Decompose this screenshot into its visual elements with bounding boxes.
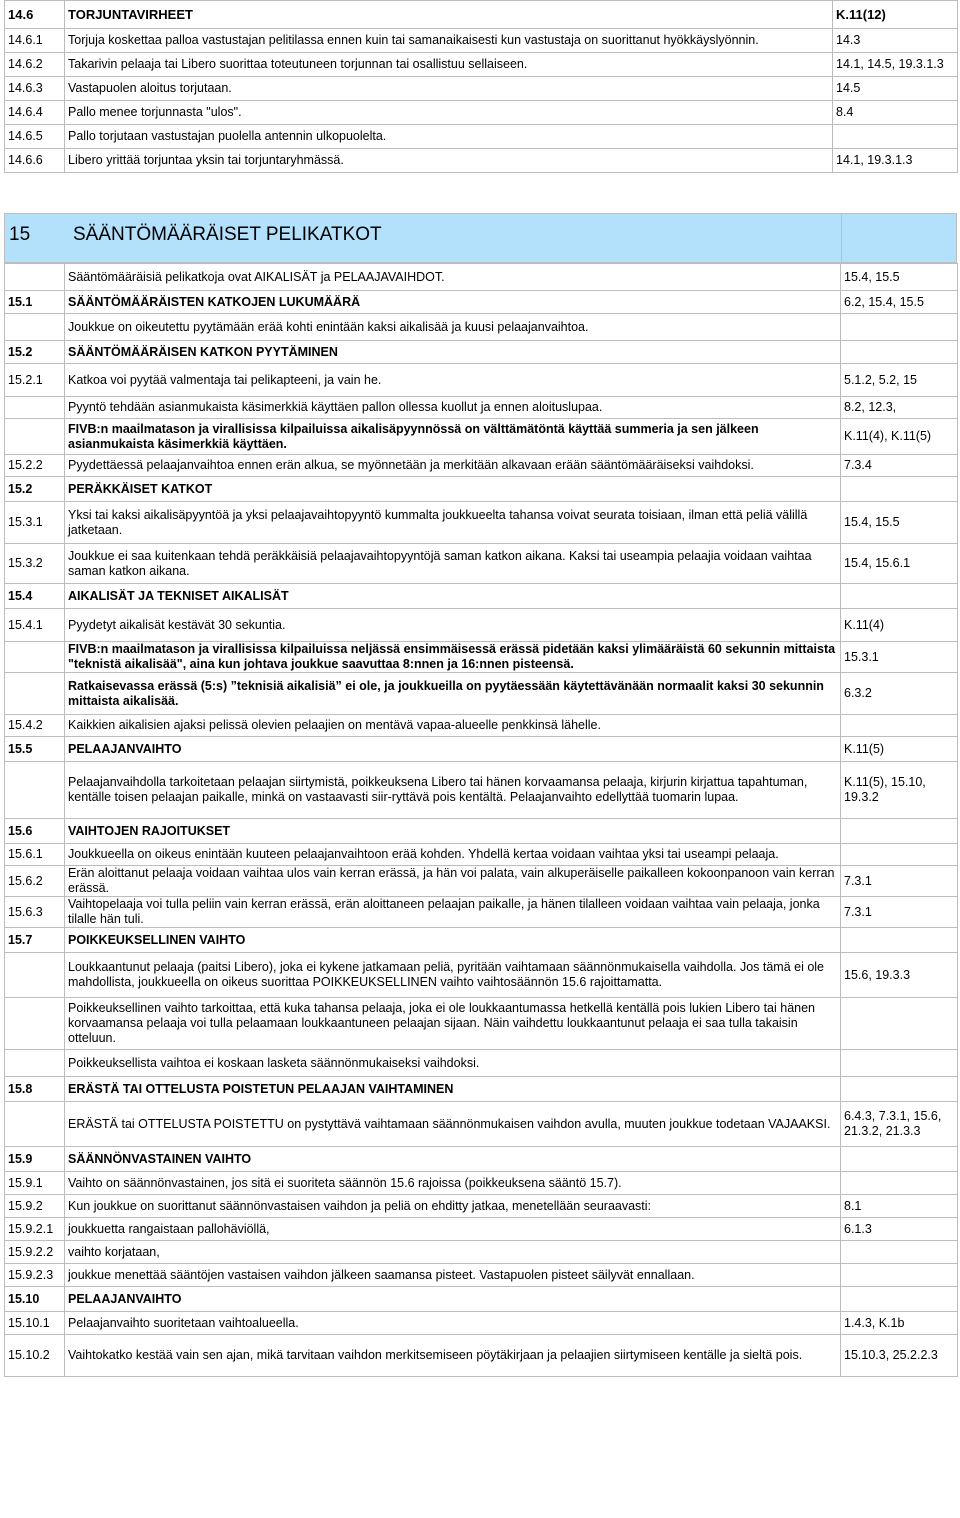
row-reference: K.11(12) [833,1,958,29]
row-number: 15.10.2 [5,1335,65,1377]
row-number [5,264,65,291]
rules-table-body [5,264,958,1377]
row-reference: K.11(5) [841,737,958,762]
row-number: 15.3.1 [5,502,65,544]
row-reference: 1.4.3, K.1b [841,1312,958,1335]
row-number: 15.10 [5,1287,65,1312]
row-number: 14.6.3 [5,77,65,101]
row-text: SÄÄNNÖNVASTAINEN VAIHTO [65,1147,841,1172]
row-reference: 6.1.3 [841,1218,958,1241]
rule-row [5,1218,958,1241]
row-text: Katkoa voi pyytää valmentaja tai pelikapteeni, ja vain he. [65,364,841,397]
row-reference: 5.1.2, 5.2, 15 [841,364,958,397]
row-reference: 15.4, 15.5 [841,502,958,544]
row-text: Takarivin pelaaja tai Libero suorittaa toteutuneen torjunnan tai osallistuu sellaiseen. [65,53,833,77]
section-heading-row [5,737,958,762]
row-text: Kun joukkue on suorittanut säännönvastaisen vaihdon ja peliä on ehditty jatkaa, menetellään seuraavasti: [65,1195,841,1218]
row-number: 15.8 [5,1077,65,1102]
section-title: SÄÄNTÖMÄÄRÄISET PELIKATKOT [73,224,382,245]
row-text: POIKKEUKSELLINEN VAIHTO [65,928,841,953]
row-text: Erän aloittanut pelaaja voidaan vaihtaa ulos vain kerran erässä, ja hän voi palata, vain alkuperäiselle paikalleen kokoonpanoon vain kerran erässä. [65,866,841,897]
row-number: 15.9.2.2 [5,1241,65,1264]
row-reference: 15.3.1 [841,642,958,673]
row-reference: 15.4, 15.6.1 [841,544,958,584]
row-number: 15.9.2.1 [5,1218,65,1241]
row-text: Vaihtokatko kestää vain sen ajan, mikä tarvitaan vaihdon merkitsemiseen pöytäkirjaan ja pelaajien siirtymiseen kentälle ja sieltä pois. [65,1335,841,1377]
row-number: 15.6 [5,819,65,844]
row-number: 15.3.2 [5,544,65,584]
rule-row [5,314,958,341]
row-text: Vaihto on säännönvastainen, jos sitä ei suoriteta säännön 15.6 rajoissa (poikkeuksena sääntö 15.7). [65,1172,841,1195]
row-text: Poikkeuksellinen vaihto tarkoittaa, että kuka tahansa pelaaja, joka ei ole loukkaantumassa hetkellä kentällä pois lukien Libero tai hänen korvaamansa pelaaja voi tulla pelaamaan loukkaantuneen pelaajan sijaan. Näin vaihdettu loukkaantunut pelaaja ei saa tulla takaisin otteluun. [65,998,841,1050]
rule-row [5,1241,958,1264]
row-reference [841,1050,958,1077]
row-number: 14.6.1 [5,29,65,53]
row-number [5,953,65,998]
rule-row [5,953,958,998]
row-text: AIKALISÄT JA TEKNISET AIKALISÄT [65,584,841,609]
row-text: Libero yrittää torjuntaa yksin tai torjuntaryhmässä. [65,149,833,173]
row-number: 15.2.2 [5,455,65,477]
rule-row [5,1264,958,1287]
row-text: Vaihtopelaaja voi tulla peliin vain kerran erässä, erän aloittaneen pelaajan paikalle, ja hänen tilalleen voidaan vaihtaa vain pelaaja, jonka tilalle hän tuli. [65,897,841,928]
row-text: Torjuja koskettaa palloa vastustajan pelitilassa ennen kuin tai samanaikaisesti kun vastustaja on suorittanut hyökkäyslyönnin. [65,29,833,53]
rules-table-15 [4,263,958,1377]
row-reference [841,1077,958,1102]
row-reference: 14.3 [833,29,958,53]
row-number [5,762,65,819]
row-text: SÄÄNTÖMÄÄRÄISEN KATKON PYYTÄMINEN [65,341,841,364]
row-number [5,419,65,455]
row-number: 15.5 [5,737,65,762]
row-number: 14.6.6 [5,149,65,173]
rule-row [5,1335,958,1377]
row-reference: 7.3.1 [841,866,958,897]
row-reference: 7.3.1 [841,897,958,928]
row-reference [833,125,958,149]
rule-row [5,397,958,419]
row-reference [841,819,958,844]
rule-row [5,53,958,77]
section-heading-row [5,642,958,673]
rule-row [5,866,958,897]
row-reference: K.11(4), K.11(5) [841,419,958,455]
row-number: 15.7 [5,928,65,953]
row-reference [841,715,958,737]
row-reference [841,928,958,953]
row-number: 15.2 [5,477,65,502]
rule-row [5,149,958,173]
row-reference [841,314,958,341]
row-number [5,1102,65,1147]
row-text: Yksi tai kaksi aikalisäpyyntöä ja yksi pelaajavaihtopyyntö kummalta joukkueelta tahansa voivat seurata toisiaan, ilman että peliä välillä jatketaan. [65,502,841,544]
row-reference [841,1287,958,1312]
row-number: 15.2 [5,341,65,364]
rules-table-14 [4,0,958,173]
row-number: 15.9.2 [5,1195,65,1218]
section-heading-row [5,477,958,502]
rule-row [5,101,958,125]
section-heading-row [5,1287,958,1312]
row-reference: 8.1 [841,1195,958,1218]
row-reference: 14.1, 19.3.1.3 [833,149,958,173]
section-heading-row [5,819,958,844]
rule-row [5,609,958,642]
row-number: 15.4.2 [5,715,65,737]
row-number [5,314,65,341]
row-text: Sääntömääräisiä pelikatkoja ovat AIKALISÄT ja PELAAJAVAIHDOT. [65,264,841,291]
row-reference: 6.4.3, 7.3.1, 15.6, 21.3.2, 21.3.3 [841,1102,958,1147]
row-reference [841,341,958,364]
section-heading-row [5,1077,958,1102]
rule-row [5,1312,958,1335]
row-number: 14.6.4 [5,101,65,125]
rule-row [5,897,958,928]
rule-row [5,544,958,584]
rule-row [5,77,958,101]
row-text: Pallo menee torjunnasta "ulos". [65,101,833,125]
row-reference: 14.1, 14.5, 19.3.1.3 [833,53,958,77]
row-number: 15.6.1 [5,844,65,866]
row-text: PERÄKKÄISET KATKOT [65,477,841,502]
row-text: PELAAJANVAIHTO [65,737,841,762]
row-text: joukkue menettää sääntöjen vastaisen vaihdon jälkeen saamansa pisteet. Vastapuolen pisteet säilyvät ennallaan. [65,1264,841,1287]
row-reference: 15.4, 15.5 [841,264,958,291]
section-heading-row [5,291,958,314]
rule-row [5,29,958,53]
row-reference [841,1172,958,1195]
rule-row [5,502,958,544]
section-heading-row [5,928,958,953]
row-reference [841,844,958,866]
rule-row [5,364,958,397]
row-text: Pallo torjutaan vastustajan puolella antennin ulkopuolelta. [65,125,833,149]
row-text: FIVB:n maailmatason ja virallisissa kilpailuissa neljässä ensimmäisessä erässä pidetään kaksi ylimääräistä 60 sekunnin mittaista "teknistä aikalisää", aina kun johtava joukkue saavuttaa 8:nnen ja 16:nnen pisteensä. [65,642,841,673]
column-divider [841,214,842,262]
section-number: 15 [9,224,31,245]
row-text: FIVB:n maailmatason ja virallisissa kilpailuissa aikalisäpyynnössä on välttämätöntä käyttää summeria ja sen jälkeen asianmukaista käsimerkkiä käyttäen. [65,419,841,455]
row-number: 14.6 [5,1,65,29]
row-number: 15.9.2.3 [5,1264,65,1287]
row-number: 15.1 [5,291,65,314]
row-text: PELAAJANVAIHTO [65,1287,841,1312]
row-number: 15.9.1 [5,1172,65,1195]
row-number: 15.4 [5,584,65,609]
row-text: TORJUNTAVIRHEET [65,1,833,29]
row-reference [841,1264,958,1287]
row-reference [841,1147,958,1172]
rule-row [5,844,958,866]
row-reference: 15.10.3, 25.2.2.3 [841,1335,958,1377]
row-text: Kaikkien aikalisien ajaksi pelissä olevien pelaajien on mentävä vapaa-alueelle penkkinsä lähelle. [65,715,841,737]
row-text: Pyyntö tehdään asianmukaista käsimerkkiä käyttäen pallon ollessa kuollut ja ennen aloituslupaa. [65,397,841,419]
row-text: Joukkue ei saa kuitenkaan tehdä peräkkäisiä pelaajavaihtopyyntöjä saman katkon aikana. Kaksi tai useampia pelaajia voidaan vaihtaa saman katkon aikana. [65,544,841,584]
row-reference: 8.4 [833,101,958,125]
row-text: VAIHTOJEN RAJOITUKSET [65,819,841,844]
section-heading-row [5,341,958,364]
row-text: ERÄSTÄ tai OTTELUSTA POISTETTU on pystyttävä vaihtamaan säännönmukaisen vaihdon avulla, muuten joukkue todetaan VAJAAKSI. [65,1102,841,1147]
row-text: joukkuetta rangaistaan pallohäviöllä, [65,1218,841,1241]
row-number: 15.4.1 [5,609,65,642]
row-number: 15.9 [5,1147,65,1172]
row-number: 15.10.1 [5,1312,65,1335]
row-text: Joukkueella on oikeus enintään kuuteen pelaajanvaihtoon erää kohden. Yhdellä kertaa voidaan vaihtaa yksi tai useampi pelaaja. [65,844,841,866]
row-reference [841,477,958,502]
row-reference: 6.2, 15.4, 15.5 [841,291,958,314]
row-text: Joukkue on oikeutettu pyytämään erää kohti enintään kaksi aikalisää ja kuusi pelaajanvaihtoa. [65,314,841,341]
row-reference: K.11(5), 15.10, 19.3.2 [841,762,958,819]
row-reference: 8.2, 12.3, [841,397,958,419]
row-text: Vastapuolen aloitus torjutaan. [65,77,833,101]
row-reference: 7.3.4 [841,455,958,477]
rule-row [5,455,958,477]
row-reference: 14.5 [833,77,958,101]
row-number [5,642,65,673]
row-text: Pelaajanvaihdolla tarkoitetaan pelaajan siirtymistä, poikkeuksena Libero tai hänen korvaamansa pelaaja, kirjurin kirjattua tapahtuman, kentälle toisen pelaajan paikalle, minkä on vastaavasti siir-ryttävä pois kentältä. Pelaajanvaihto edellyttää tuomarin lupaa. [65,762,841,819]
rule-row [5,1172,958,1195]
row-number: 15.6.2 [5,866,65,897]
row-reference: 6.3.2 [841,673,958,715]
row-reference [841,1241,958,1264]
rule-row [5,998,958,1050]
row-reference: 15.6, 19.3.3 [841,953,958,998]
section-heading-row [5,1147,958,1172]
rule-row [5,715,958,737]
row-text: Poikkeuksellista vaihtoa ei koskaan lasketa säännönmukaiseksi vaihdoksi. [65,1050,841,1077]
row-number: 15.6.3 [5,897,65,928]
row-text: Pelaajanvaihto suoritetaan vaihtoalueella. [65,1312,841,1335]
section-heading-row [5,419,958,455]
row-number [5,1050,65,1077]
row-number: 15.2.1 [5,364,65,397]
rule-row [5,264,958,291]
rule-row [5,125,958,149]
rule-row [5,1195,958,1218]
section-15-banner [4,213,957,263]
row-reference: K.11(4) [841,609,958,642]
rule-row [5,1102,958,1147]
row-number [5,397,65,419]
row-reference [841,998,958,1050]
section-heading-row [5,584,958,609]
row-text: Loukkaantunut pelaaja (paitsi Libero), joka ei kykene jatkamaan peliä, pyritään vaihtamaan säännönmukaisella vaihdolla. Jos tämä ei ole mahdollista, joukkueella on oikeus suorittaa POIKKEUKSELLINEN vaihto vaihtosäännön 15.6 rajoittamatta. [65,953,841,998]
row-text: SÄÄNTÖMÄÄRÄISTEN KATKOJEN LUKUMÄÄRÄ [65,291,841,314]
row-text: ERÄSTÄ TAI OTTELUSTA POISTETUN PELAAJAN VAIHTAMINEN [65,1077,841,1102]
row-number [5,673,65,715]
row-number: 14.6.2 [5,53,65,77]
section-heading-row [5,673,958,715]
row-reference [841,584,958,609]
row-text: vaihto korjataan, [65,1241,841,1264]
row-number: 14.6.5 [5,125,65,149]
rule-row [5,762,958,819]
row-text: Pyydettäessä pelaajanvaihtoa ennen erän alkua, se myönnetään ja merkitään alkavaan erään sääntömääräiseksi vaihdoksi. [65,455,841,477]
row-number [5,998,65,1050]
row-text: Ratkaisevassa erässä (5:s) ”teknisiä aikalisiä” ei ole, ja joukkueilla on pyytäessään käytettävänään normaalit kaksi 30 sekunnin mittaista aikalisää. [65,673,841,715]
row-text: Pyydetyt aikalisät kestävät 30 sekuntia. [65,609,841,642]
rule-row [5,1050,958,1077]
section-header-row [5,1,958,29]
